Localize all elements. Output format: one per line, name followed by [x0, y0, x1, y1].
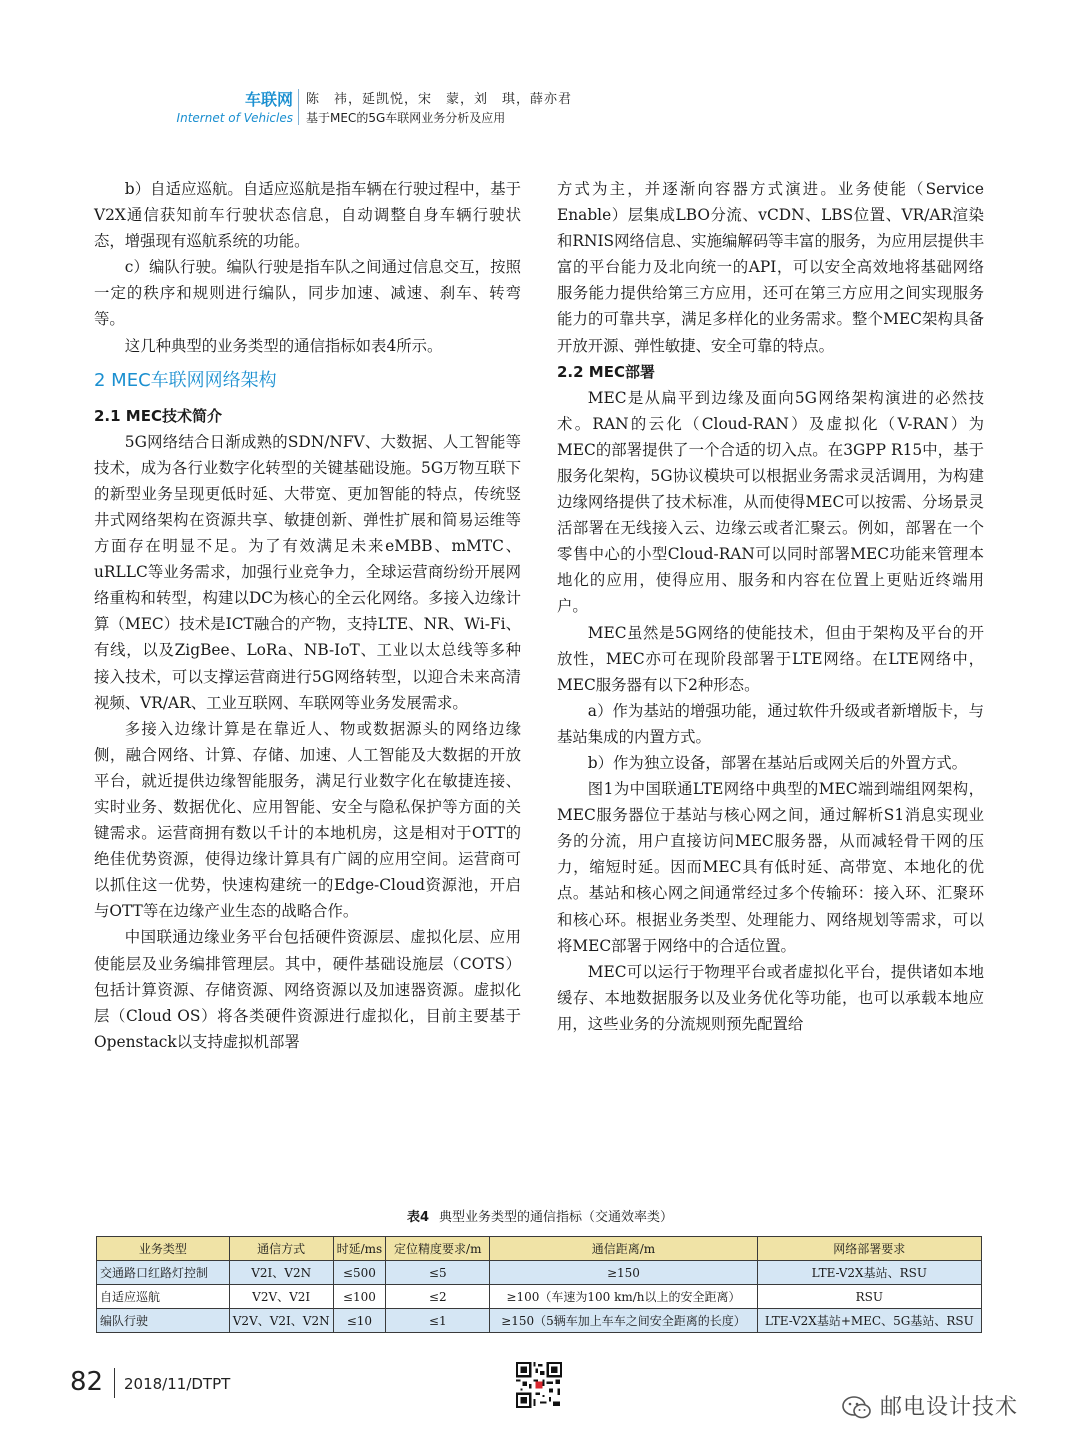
- subsection-heading: 2.2 MEC部署: [557, 362, 655, 381]
- paragraph: a）作为基站的增强功能，通过软件升级或者新增版卡，与基站集成的内置方式。: [557, 701, 984, 746]
- left-column: [94, 176, 521, 1055]
- right-column: [557, 176, 984, 1037]
- table-caption: [0, 1208, 1080, 1228]
- paragraph: 方式为主，并逐渐向容器方式演进。业务使能（Service Enable）层集成LBO分流、vCDN、LBS位置、VR/AR渲染和RNIS网络信息、实施编解码等丰富的服务，为应用层提供丰富的平台能力及北向统一的API，可以安全高效地将基础网络服务能力提供给第三方应用，还可在第三方应用之间实现服务能力的可靠共享，满足多样化的业务需求。整个MEC架构具备开放开源、弹性敏捷、安全可靠的特点。: [557, 180, 984, 355]
- paragraph: MEC可以运行于物理平台或者虚拟化平台，提供诸如本地缓存、本地数据服务以及业务优化等功能，也可以承载本地应用，这些业务的分流规则预先配置给: [557, 962, 984, 1033]
- section-name-cn: 车联网: [244, 90, 293, 109]
- table-cell: V2I、V2N: [229, 1261, 333, 1285]
- table-cell: ≤2: [386, 1285, 490, 1309]
- table-header-cell: 时延/ms: [333, 1237, 386, 1261]
- paragraph: 5G网络结合日渐成熟的SDN/NFV、大数据、人工智能等技术，成为各行业数字化转型的关键基础设施。5G万物互联下的新型业务呈现更低时延、大带宽、更加智能的特点，传统竖井式网络架构在资源共享、敏捷创新、弹性扩展和简易运维等方面存在明显不足。为了有效满足未来eMBB、mMTC、uRLLC等业务需求，加强行业竞争力，全球运营商纷纷开展网络重构和转型，构建以DC为核心的全云化网络。多接入边缘计算（MEC）技术是ICT融合的产物，支持LTE、NR、Wi-Fi、有线，以及ZigBee、LoRa、NB-IoT、工业以太总线等多种接入技术，可以支撑运营商进行5G网络转型，以迎合未来高清视频、VR/AR、工业互联网、车联网等业务发展需求。: [94, 432, 521, 712]
- page-number: 82: [70, 1367, 104, 1397]
- running-header-section: [177, 90, 293, 126]
- paragraph: 中国联通边缘业务平台包括硬件资源层、虚拟化层、应用使能层及业务编排管理层。其中，硬件基础设施层（COTS）包括计算资源、存储资源、网络资源以及加速器资源。虚拟化层（Cloud OS）将各类硬件资源进行虚拟化，目前主要基于Openstack以支持虚拟机部署: [94, 928, 521, 1051]
- qr-code-icon: [516, 1362, 562, 1408]
- table-row: [97, 1261, 982, 1285]
- table-cell: ≤100: [333, 1285, 386, 1309]
- table-cell: LTE-V2X基站+MEC、5G基站、RSU: [757, 1309, 981, 1333]
- paragraph: b）自适应巡航。自适应巡航是指车辆在行驶过程中，基于V2X通信获知前车行驶状态信息，自动调整自身车辆行驶状态，增强现有巡航系统的功能。: [94, 180, 521, 251]
- issue-label: 2018/11/DTPT: [124, 1375, 231, 1393]
- table-header-cell: 网络部署要求: [757, 1237, 981, 1261]
- table-cell: ≥150: [490, 1261, 757, 1285]
- table-cell: ≥150（5辆车加上车车之间安全距离的长度）: [490, 1309, 757, 1333]
- subsection-heading: 2.1 MEC技术简介: [94, 406, 222, 425]
- table-cell: ≤500: [333, 1261, 386, 1285]
- table-label: 表4: [406, 1210, 430, 1225]
- section-heading: 2 MEC车联网网络架构: [94, 369, 277, 391]
- running-header-article: [306, 90, 572, 126]
- header-divider: [298, 89, 299, 125]
- wechat-icon: [842, 1395, 872, 1421]
- table-header-cell: 定位精度要求/m: [386, 1237, 490, 1261]
- watermark-text: 邮电设计技术: [880, 1395, 1019, 1420]
- table-cell: LTE-V2X基站、RSU: [757, 1261, 981, 1285]
- paragraph: 这几种典型的业务类型的通信指标如表4所示。: [124, 336, 443, 355]
- table-cell: 自适应巡航: [97, 1285, 230, 1309]
- table-cell: ≤10: [333, 1309, 386, 1333]
- paragraph: b）作为独立设备，部署在基站后或网关后的外置方式。: [587, 753, 968, 772]
- watermark: [842, 1389, 1062, 1429]
- table-row: [97, 1285, 982, 1309]
- paragraph: 多接入边缘计算是在靠近人、物或数据源头的网络边缘侧，融合网络、计算、存储、加速、人工智能及大数据的开放平台，就近提供边缘智能服务，满足行业数字化在敏捷连接、实时业务、数据优化、应用智能、安全与隐私保护等方面的关键需求。运营商拥有数以千计的本地机房，这是相对于OTT的绝佳优势资源，使得边缘计算具有广阔的应用空间。运营商可以抓住这一优势，快速构建统一的Edge-Cloud资源池，开启与OTT等在边缘产业生态的战略合作。: [94, 719, 521, 921]
- table-row: [97, 1309, 982, 1333]
- table-cell: 交通路口红路灯控制: [97, 1261, 230, 1285]
- article-authors: 陈 祎，延凯悦，宋 蒙，刘 琪，薛亦君: [306, 92, 573, 107]
- paragraph: c）编队行驶。编队行驶是指车队之间通过信息交互，按照一定的秩序和规则进行编队，同步加速、减速、刹车、转弯等。: [94, 258, 521, 329]
- table-header-cell: 业务类型: [97, 1237, 230, 1261]
- table-cell: RSU: [757, 1285, 981, 1309]
- table-header-row: [97, 1237, 982, 1261]
- article-title: 基于MEC的5G车联网业务分析及应用: [306, 111, 506, 125]
- table-cell: V2V、V2I: [229, 1285, 333, 1309]
- table-header-cell: 通信距离/m: [490, 1237, 757, 1261]
- table-cell: ≤1: [386, 1309, 490, 1333]
- table-cell: ≤5: [386, 1261, 490, 1285]
- table-cell: ≥100（车速为100 km/h以上的安全距离）: [490, 1285, 757, 1309]
- table-cell: V2V、V2I、V2N: [229, 1309, 333, 1333]
- paragraph: 图1为中国联通LTE网络中典型的MEC端到端组网架构，MEC服务器位于基站与核心网之间，通过解析S1消息实现业务的分流，用户直接访问MEC服务器，从而减轻骨干网的压力，缩短时延。因而MEC具有低时延、高带宽、本地化的优点。基站和核心网之间通常经过多个传输环：接入环、汇聚环和核心环。根据业务类型、处理能力、网络规划等需求，可以将MEC部署于网络中的合适位置。: [557, 780, 984, 955]
- communication-metrics-table: [96, 1236, 982, 1333]
- paragraph: MEC虽然是5G网络的使能技术，但由于架构及平台的开放性，MEC亦可在现阶段部署于LTE网络。在LTE网络中，MEC服务器有以下2种形态。: [557, 623, 984, 694]
- table-cell: 编队行驶: [97, 1309, 230, 1333]
- paragraph: MEC是从扁平到边缘及面向5G网络架构演进的必然技术。RAN的云化（Cloud-RAN）及虚拟化（V-RAN）为MEC的部署提供了一个合适的切入点。在3GPP R15中，基于服务化架构，5G协议模块可以根据业务需求灵活调用，为构建边缘网络提供了技术标准，从而使得MEC可以按需、分场景灵活部署在无线接入云、边缘云或者汇聚云。例如，部署在一个零售中心的小型Cloud-RAN可以同时部署MEC功能来管理本地化的应用，使得应用、服务和内容在位置上更贴近终端用户。: [557, 388, 984, 616]
- table-title: 典型业务类型的通信指标（交通效率类）: [439, 1210, 674, 1225]
- table-header-cell: 通信方式: [229, 1237, 333, 1261]
- footer-divider: [114, 1368, 115, 1398]
- section-name-en: Internet of Vehicles: [176, 111, 293, 125]
